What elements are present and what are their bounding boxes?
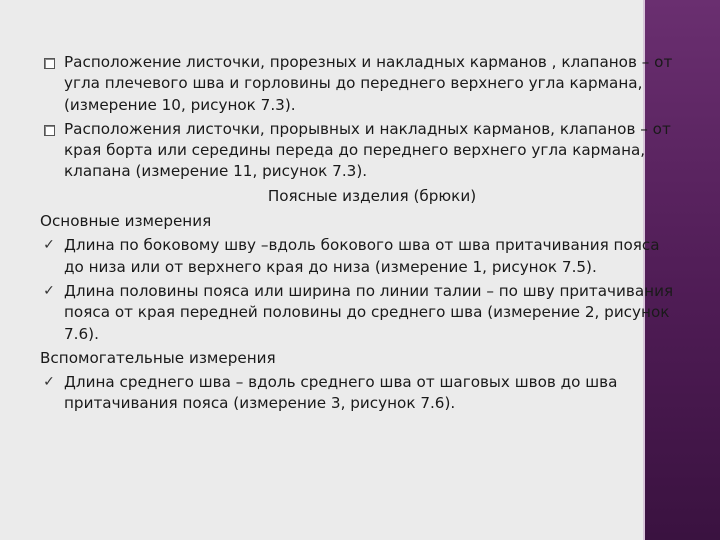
section-title: Поясные изделия (брюки) xyxy=(267,186,477,205)
main-measurements-heading: Основные измерения xyxy=(40,212,212,231)
list-item xyxy=(40,372,680,415)
list-item xyxy=(40,235,680,278)
list-item xyxy=(40,119,680,183)
slide-content xyxy=(40,52,680,418)
square-bullet-icon xyxy=(40,52,58,76)
check-icon: ✓ xyxy=(43,374,55,391)
list-item xyxy=(40,52,680,116)
list-item-text: Расположение листочки, прорезных и накладных карманов , клапанов – от угла плечевого шва и горловины до переднего верхнего угла кармана, (измерение 10, рисунок 7.3). xyxy=(64,53,673,114)
square-bullet-icon xyxy=(40,119,58,143)
list-item-text: Расположения листочки, прорывных и накладных карманов, клапанов – от края борта или середины переда до переднего верхнего угла кармана, клапана (измерение 11, рисунок 7.3). xyxy=(64,119,671,181)
aux-measurements-heading: Вспомогательные измерения xyxy=(40,348,276,367)
list-item-text: Длина среднего шва – вдоль среднего шва от шаговых швов до шва притачивания пояса (измерение 3, рисунок 7.6). xyxy=(64,373,618,413)
check-icon: ✓ xyxy=(43,282,55,299)
list-item-text: Длина по боковому шву –вдоль бокового шва от шва притачивания пояса до низа или от верхнего края до низа (измерение 1, рисунок 7.5). xyxy=(64,236,660,276)
list-item xyxy=(40,281,680,345)
check-icon: ✓ xyxy=(43,237,55,254)
list-item-text: Длина половины пояса или ширина по линии талии – по шву притачивания пояса от края передней половины до среднего шва (измерение 2, рисунок 7.6). xyxy=(64,281,674,343)
